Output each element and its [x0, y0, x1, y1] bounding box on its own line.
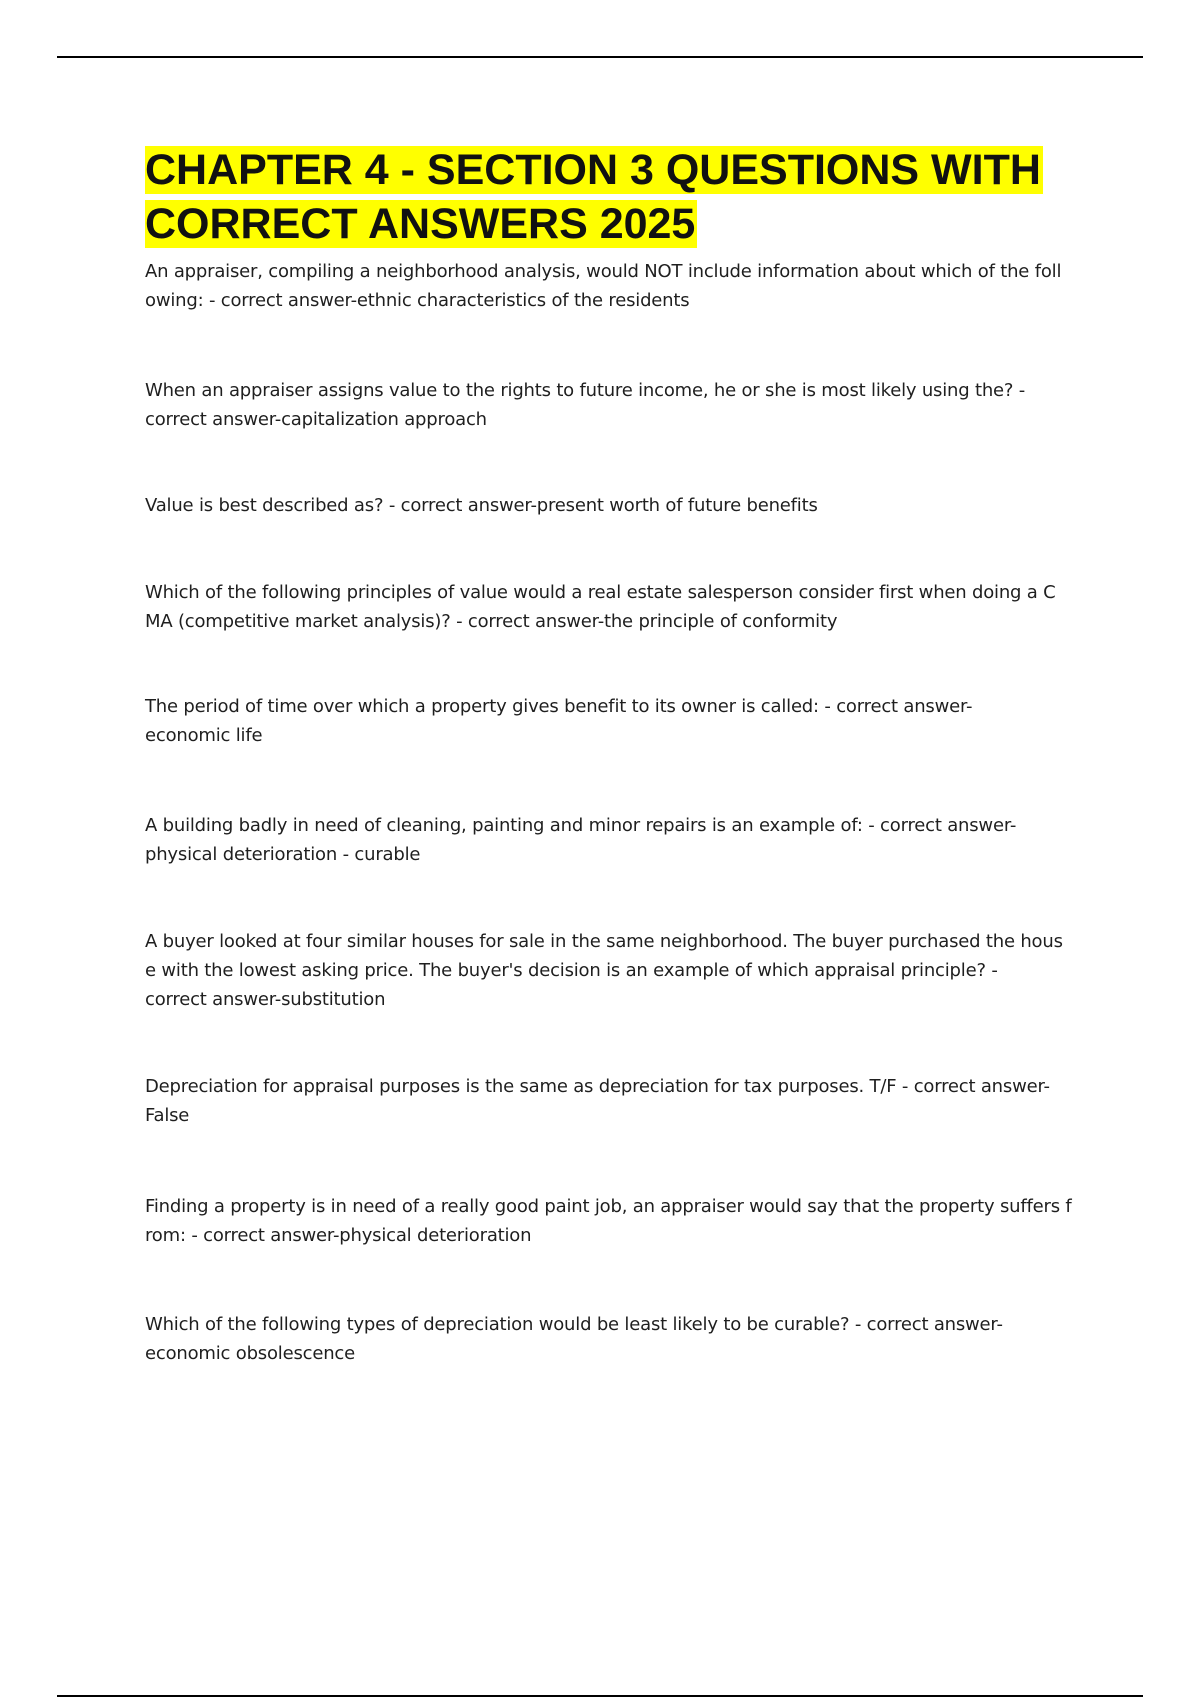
qa-text: An appraiser, compiling a neighborhood analysis, would NOT include information about which of the foll owing: - correct answer-ethnic characteristics of the residents — [145, 261, 1062, 311]
document-body — [145, 143, 1095, 1368]
qa-item — [145, 1192, 1095, 1250]
document-title — [145, 143, 1095, 251]
qa-item — [145, 1072, 1095, 1130]
qa-item — [145, 811, 1095, 869]
qa-text: Depreciation for appraisal purposes is the same as depreciation for tax purposes. T/F - correct answer- False — [145, 1076, 1050, 1126]
bottom-rule — [57, 1695, 1143, 1697]
qa-text: Value is best described as? - correct answer-present worth of future benefits — [145, 495, 818, 516]
qa-text: Finding a property is in need of a really good paint job, an appraiser would say that the property suffers f rom: - correct answer-physical deterioration — [145, 1196, 1072, 1246]
qa-text: A building badly in need of cleaning, painting and minor repairs is an example of: - correct answer- physical deterioration - curable — [145, 815, 1017, 865]
qa-item — [145, 491, 1095, 520]
qa-item — [145, 376, 1095, 434]
top-rule — [57, 56, 1143, 58]
title-highlight: CHAPTER 4 - SECTION 3 QUESTIONS WITH CORRECT ANSWERS 2025 — [145, 146, 1041, 248]
qa-text: Which of the following types of depreciation would be least likely to be curable? - correct answer- economic obsolescence — [145, 1314, 1003, 1364]
qa-item — [145, 1310, 1095, 1368]
qa-text: The period of time over which a property gives benefit to its owner is called: - correct answer- economic life — [145, 696, 973, 746]
qa-text: A buyer looked at four similar houses for sale in the same neighborhood. The buyer purchased the hous e with the lowest asking price. The buyer's decision is an example of which appraisal principle? - correct answer-substitution — [145, 931, 1063, 1010]
qa-item — [145, 927, 1095, 1014]
qa-list — [145, 257, 1095, 1368]
qa-text: Which of the following principles of value would a real estate salesperson consider first when doing a C MA (competitive market analysis)? - correct answer-the principle of conformity — [145, 582, 1056, 632]
qa-item — [145, 257, 1095, 315]
qa-item — [145, 692, 1095, 750]
qa-item — [145, 578, 1095, 636]
qa-text: When an appraiser assigns value to the rights to future income, he or she is most likely using the? - correct answer-capitalization approach — [145, 380, 1026, 430]
